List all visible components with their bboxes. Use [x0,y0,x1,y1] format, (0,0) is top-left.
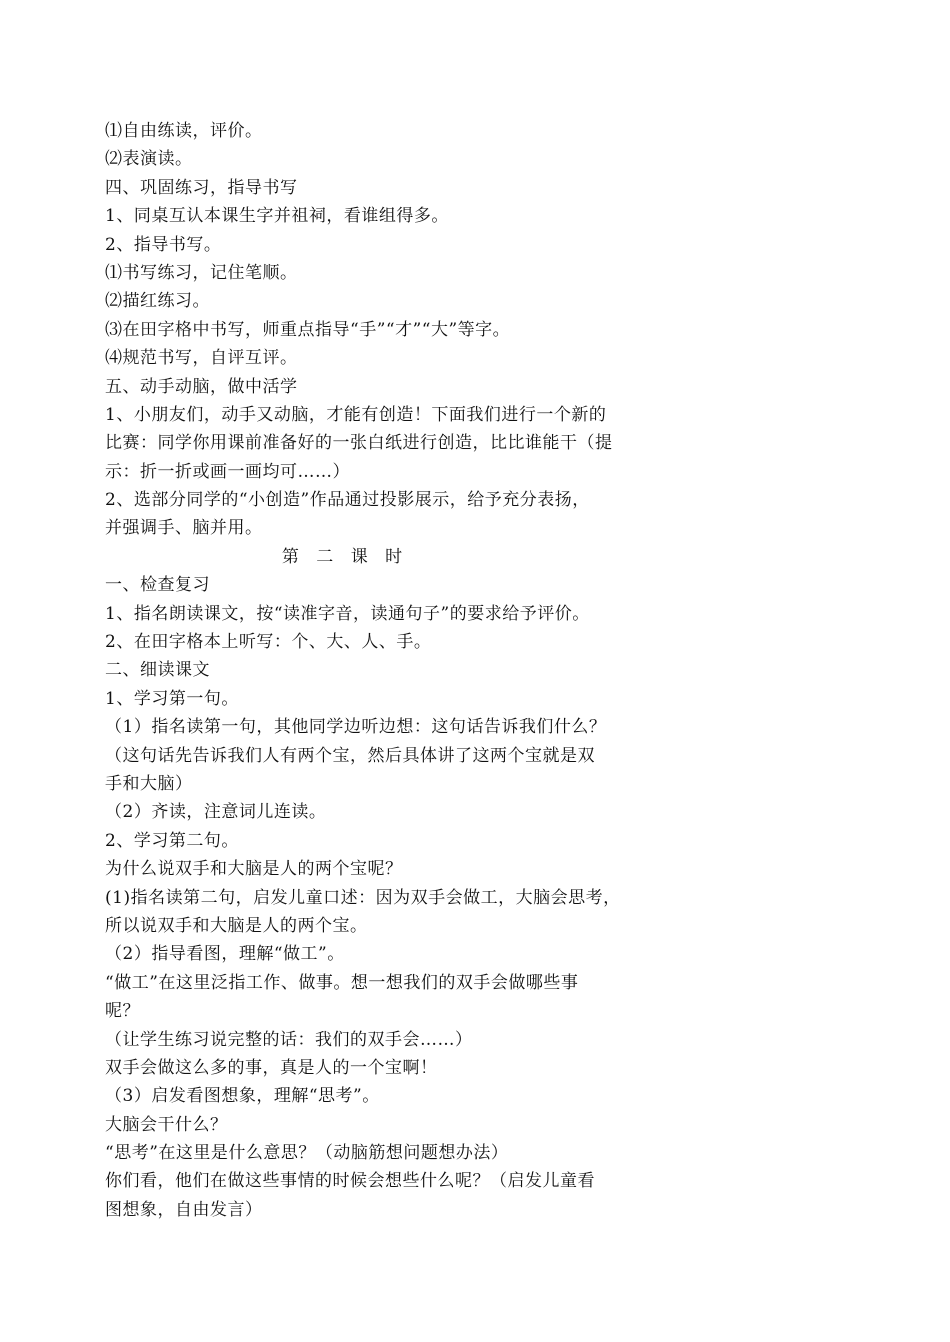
list-item: ⑷规范书写，自评互评。 [105,348,298,369]
paragraph: 1、同桌互认本课生字并祖祠，看谁组得多。 [105,206,449,227]
section-heading: 五、动手动脑，做中活学 [105,376,298,397]
list-item: ⑴自由练读，评价。 [105,121,263,141]
paragraph: （3）启发看图想象，理解“思考”。 [105,1086,380,1107]
section-heading: 二、细读课文 [105,660,210,681]
paragraph: 双手会做这么多的事，真是人的一个宝啊！ [105,1057,438,1078]
paragraph: 图想象，自由发言） [105,1199,263,1220]
paragraph: 比赛：同学你用课前准备好的一张白纸进行创造，比比谁能干（提 [105,433,613,454]
paragraph: （让学生练习说完整的话：我们的双手会……） [105,1029,473,1050]
list-item: ⑴书写练习，记住笔顺。 [105,262,298,283]
paragraph: 你们看，他们在做这些事情的时候会想些什么呢？（启发儿童看 [105,1171,595,1192]
paragraph: （2）指导看图，理解“做工”。 [105,944,345,965]
list-item: ⑵表演读。 [105,149,193,170]
paragraph: (1)指名读第二句，启发儿童口述：因为双手会做工，大脑会思考， [105,887,621,908]
paragraph: 并强调手、脑并用。 [105,518,263,539]
paragraph: 示：折一折或画一画均可……） [105,461,350,482]
paragraph: 为什么说双手和大脑是人的两个宝呢？ [105,859,403,880]
section-heading: 四、巩固练习，指导书写 [105,177,298,198]
paragraph: （这句话先告诉我们人有两个宝，然后具体讲了这两个宝就是双 [105,745,595,766]
list-item: ⑶在田字格中书写，师重点指导“手”“才”“大”等字。 [105,319,511,340]
paragraph: 1、小朋友们，动手又动脑，才能有创造！下面我们进行一个新的 [105,404,607,425]
paragraph: 1、指名朗读课文，按“读准字音，读通句子”的要求给予评价。 [105,603,590,624]
paragraph: 2、学习第二句。 [105,830,239,851]
paragraph: “思考”在这里是什么意思？（动脑筋想问题想办法） [105,1143,509,1164]
document-body [105,117,645,1224]
paragraph: 1、学习第一句。 [105,688,239,709]
lesson-title: 第 二 课 时 [281,546,409,567]
paragraph: 手和大脑） [105,773,193,794]
paragraph: 2、在田字格本上听写：个、大、人、手。 [105,632,432,653]
paragraph: 所以说双手和大脑是人的两个宝。 [105,915,368,936]
paragraph: 呢？ [105,1001,140,1022]
paragraph: （1）指名读第一句，其他同学边听边想：这句话告诉我们什么？ [105,717,607,738]
paragraph: “做工”在这里泛指工作、做事。想一想我们的双手会做哪些事 [105,972,579,993]
paragraph: 大脑会干什么？ [105,1114,228,1135]
paragraph: 2、选部分同学的“小创造”作品通过投影展示，给予充分表扬， [105,490,590,511]
section-heading: 一、检查复习 [105,575,210,596]
list-item: ⑵描红练习。 [105,291,210,312]
paragraph: （2）齐读，注意词儿连读。 [105,802,327,823]
paragraph: 2、指导书写。 [105,234,222,255]
